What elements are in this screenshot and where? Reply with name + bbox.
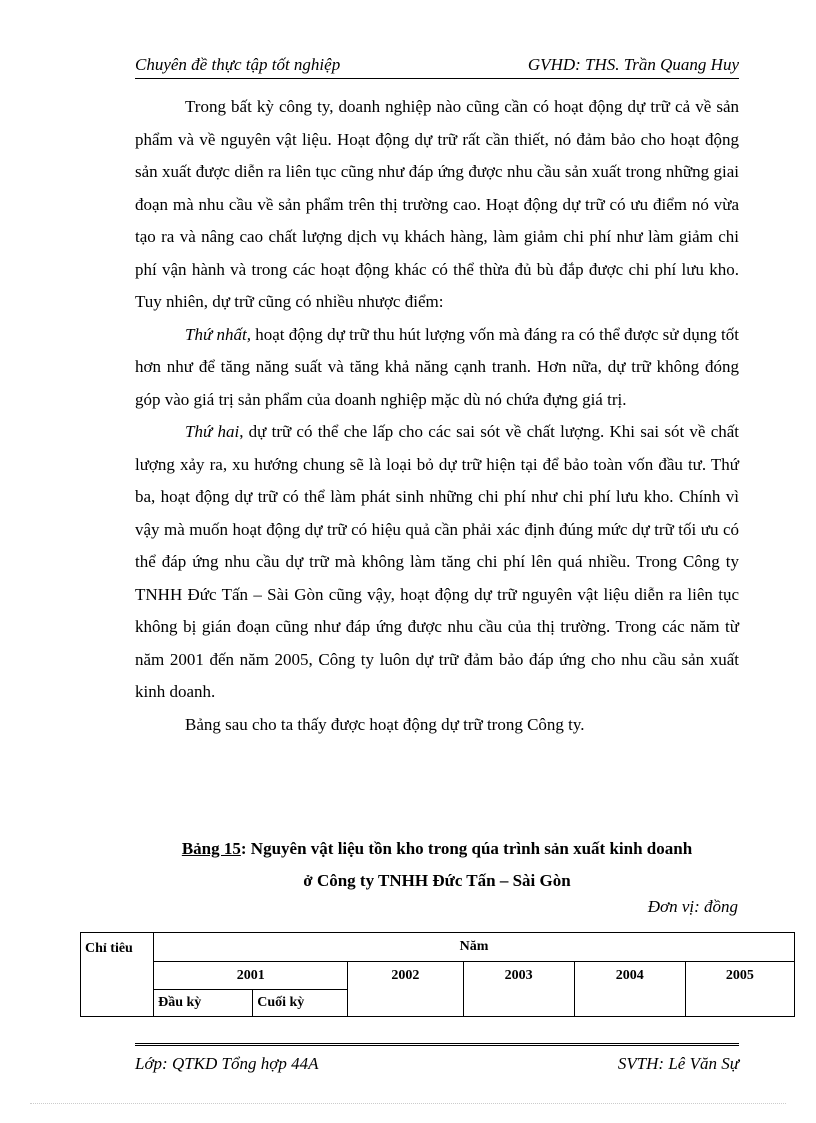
unit-label: Đơn vị: đồng (647, 897, 738, 916)
header-begin-period: Đầu kỳ (154, 990, 253, 1017)
header-supervisor: GVHD: THS. Trần Quang Huy (527, 55, 739, 74)
header-course: Chuyên đề thực tập tốt nghiệp (135, 55, 341, 74)
header-2003: 2003 (463, 962, 574, 1017)
header-2001: 2001 (154, 962, 348, 990)
paragraph-1: Trong bất kỳ công ty, doanh nghiệp nào cũng cần có hoạt động dự trữ cả về sản phẩm và về nguyên vật liệu. Hoạt động dự trữ rất cần thiết, nó đảm bảo cho hoạt động sản xuất được diễn ra liên tục cũng như đáp ứng được nhu cầu sản xuất trong những giai đoạn mà nhu cầu về sản phẩm trên thị trường cao. Hoạt động dự trữ có ưu điểm nó vừa tạo ra và nâng cao chất lượng dịch vụ khách hàng, làm giảm chi phí như làm giảm chi phí vận hành và trong các hoạt động khác có thể thừa đủ bù đắp được chi phí lưu kho. Tuy nhiên, dự trữ cũng có nhiều nhược điểm: (135, 97, 739, 311)
document-body (135, 91, 739, 741)
paragraph-3 (135, 416, 739, 709)
table-title (135, 833, 739, 897)
header-2004: 2004 (574, 962, 685, 1017)
table-label: Bảng 15 (181, 839, 241, 858)
paragraph-2 (135, 319, 739, 417)
table-title-line-1 (135, 833, 739, 865)
header-2002: 2002 (348, 962, 463, 1017)
paragraph-3-lead: Thứ hai (185, 422, 240, 441)
paragraph-2-text: hoạt động dự trữ thu hút lượng vốn mà đáng ra có thể được sử dụng tốt hơn như để tăng năng suất và tăng khả năng cạnh tranh. Hơn nữa, dự trữ không đóng góp vào giá trị sản phẩm của doanh nghiệp mặc dù nó chứa đựng giá trị. (135, 324, 739, 409)
header-2005: 2005 (685, 962, 794, 1017)
inventory-table (80, 932, 795, 1017)
page-header (135, 52, 739, 79)
footer-class: Lớp: QTKD Tổng hợp 44A (135, 1054, 319, 1073)
header-year: Năm (154, 933, 795, 962)
header-indicator: Chỉ tiêu (81, 933, 154, 1017)
page-footer (135, 1043, 739, 1073)
table-title-line-2: ở Công ty TNHH Đức Tấn – Sài Gòn (303, 871, 571, 890)
paragraph-3-text: , dự trữ có thể che lấp cho các sai sót về chất lượng. Khi sai sót về chất lượng xảy ra, xu hướng chung sẽ là loại bỏ dự trữ hiện tại để bảo toàn vốn đầu tư. Thứ ba, hoạt động dự trữ có thể làm phát sinh những chi phí như chi phí lưu kho. Chính vì vậy mà muốn hoạt động dự trữ có hiệu quả cần phải xác định đúng mức dự trữ tối ưu có thể đáp ứng nhu cầu dự trữ mà không làm tăng chi phí lên quá nhiều. Trong Công ty TNHH Đức Tấn – Sài Gòn cũng vậy, hoạt động dự trữ nguyên vật liệu diễn ra liên tục không bị gián đoạn cũng như đáp ứng được nhu cầu của thị trường. Trong các năm từ năm 2001 đến năm 2005, Công ty luôn dự trữ đảm bảo đáp ứng cho nhu cầu sản xuất kinh doanh. (135, 422, 740, 701)
paragraph-4: Bảng sau cho ta thấy được hoạt động dự trữ trong Công ty. (185, 714, 585, 734)
page-edge-divider (30, 1103, 786, 1104)
table-title-text: : Nguyên vật liệu tồn kho trong qúa trình sản xuất kinh doanh (240, 839, 693, 858)
paragraph-2-lead: Thứ nhất, (185, 324, 251, 344)
footer-student: SVTH: Lê Văn Sự (617, 1054, 739, 1073)
header-end-period: Cuối kỳ (253, 990, 348, 1017)
